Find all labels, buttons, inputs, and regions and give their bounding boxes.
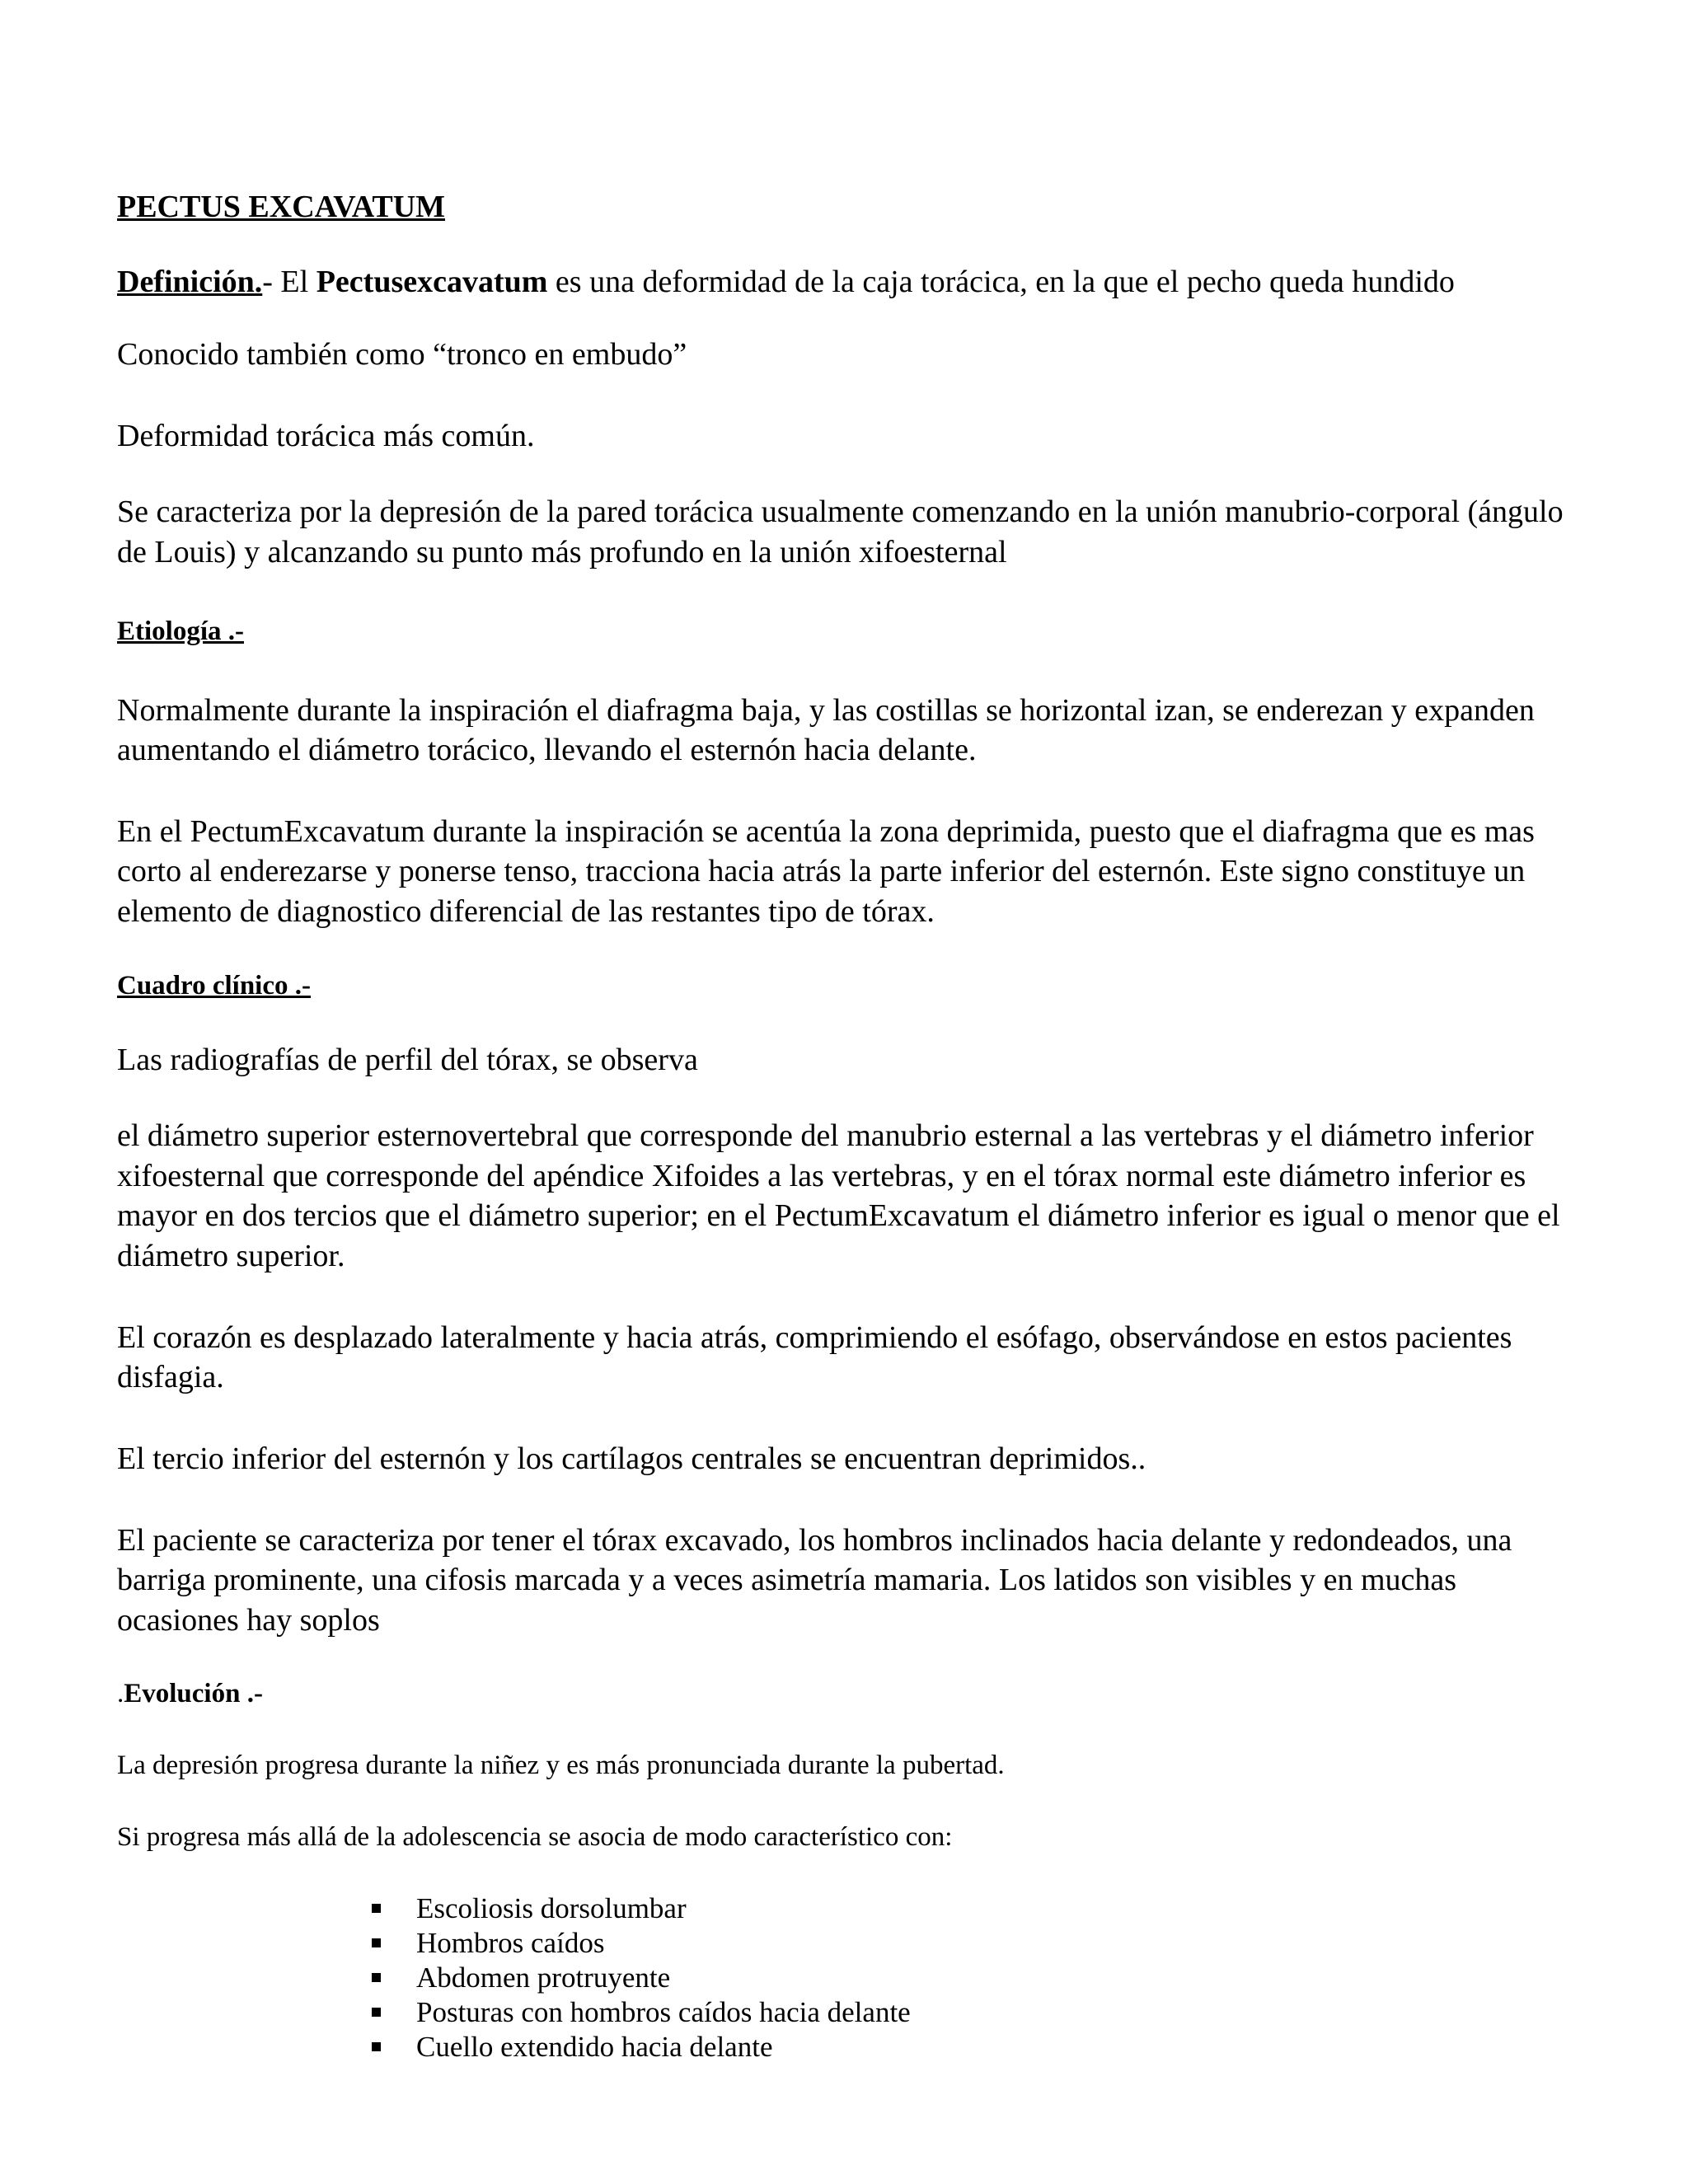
clinical-paragraph-4: El tercio inferior del esternón y los cartílagos centrales se encuentran deprimidos.. — [117, 1441, 1146, 1476]
bullet-square-icon — [372, 1938, 381, 1947]
clinical-paragraph-2: el diámetro superior esternovertebral que corresponde del manubrio esternal a las vertebras y el diámetro inferior xifoesternal que corresponde del apéndice Xifoides a las vertebras, y en el tórax normal este diámetro inferior es mayor en dos tercios que el diámetro superior; en el PectumExcavatum el diámetro inferior es igual o menor que el diámetro superior. — [117, 1118, 1560, 1274]
characterized-paragraph: Se caracteriza por la depresión de la pared torácica usualmente comenzando en la unión manubrio-corporal (ángulo de Louis) y alcanzando su punto más profundo en la unión xifoesternal — [117, 494, 1564, 569]
list-item — [368, 1995, 1584, 2030]
definition-label: Definición. — [117, 264, 263, 299]
list-item-text: Posturas con hombros caídos hacia delante — [416, 1996, 911, 2029]
known-as-paragraph: Conocido también como “tronco en embudo” — [117, 337, 687, 373]
evolution-prefix: . — [117, 1679, 124, 1709]
common-paragraph: Deformidad torácica más común. — [117, 418, 535, 453]
etiology-paragraph-1: Normalmente durante la inspiración el diafragma baja, y las costillas se horizontal izan, se enderezan y expanden aumentando el diámetro torácico, llevando el esternón hacia delante. — [117, 692, 1535, 768]
clinical-paragraph-1: Las radiografías de perfil del tórax, se observa — [117, 1042, 698, 1077]
list-item-text: Hombros caídos — [416, 1927, 605, 1960]
evolution-list — [117, 1891, 1584, 2064]
list-item — [368, 2030, 1584, 2064]
definition-paragraph — [117, 262, 1584, 302]
list-item-text: Escoliosis dorsolumbar — [416, 1892, 687, 1925]
definition-term: Pectusexcavatum — [316, 264, 548, 299]
bullet-square-icon — [372, 1973, 381, 1982]
clinical-heading: Cuadro clínico .- — [117, 970, 311, 1001]
document-title: PECTUS EXCAVATUM — [117, 190, 446, 224]
evolution-heading-line — [117, 1676, 1584, 1712]
definition-text: es una deformidad de la caja torácica, en la que el pecho queda hundido — [547, 264, 1455, 299]
evolution-paragraph-1: La depresión progresa durante la niñez y es más pronunciada durante la pubertad. — [117, 1750, 1005, 1781]
clinical-paragraph-5: El paciente se caracteriza por tener el tórax excavado, los hombros inclinados hacia delante y redondeados, una barriga prominente, una cifosis marcada y a veces asimetría mamaria. Los latidos son visibles y en muchas ocasiones hay soplos — [117, 1522, 1512, 1638]
list-item — [368, 1961, 1584, 1995]
evolution-heading: Evolución .- — [124, 1679, 263, 1709]
etiology-paragraph-2: En el PectumExcavatum durante la inspiración se acentúa la zona deprimida, puesto que el diafragma que es mas corto al enderezarse y ponerse tenso, tracciona hacia atrás la parte inferior del esternón. Este signo constituye un elemento de diagnostico diferencial de las restantes tipo de tórax. — [117, 813, 1535, 930]
definition-pre: - El — [262, 264, 316, 299]
bullet-square-icon — [372, 2008, 381, 2017]
clinical-paragraph-3: El corazón es desplazado lateralmente y hacia atrás, comprimiendo el esófago, observándose en estos pacientes disfagia. — [117, 1319, 1512, 1395]
document-page — [117, 188, 1584, 2064]
etiology-heading: Etiología .- — [117, 616, 244, 646]
bullet-square-icon — [372, 1904, 381, 1913]
evolution-paragraph-2: Si progresa más allá de la adolescencia se asocia de modo característico con: — [117, 1822, 953, 1853]
bullet-square-icon — [372, 2042, 381, 2051]
list-item-text: Cuello extendido hacia delante — [416, 2031, 773, 2064]
list-item — [368, 1891, 1584, 1926]
list-item — [368, 1926, 1584, 1961]
list-item-text: Abdomen protruyente — [416, 1961, 671, 1994]
